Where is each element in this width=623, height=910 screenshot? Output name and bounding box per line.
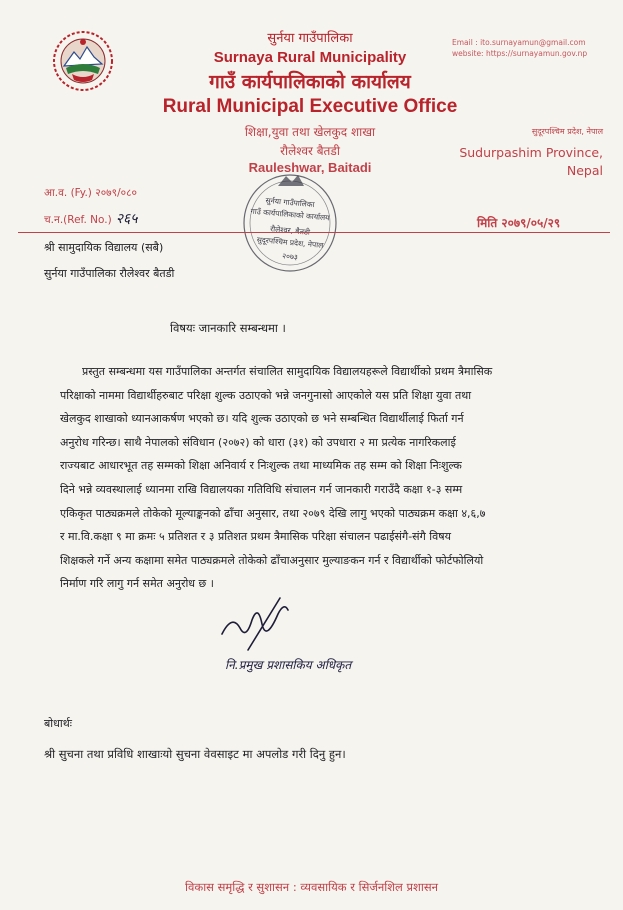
handwritten-signature [218,594,298,654]
header-np-branch: शिक्षा,युवा तथा खेलकुद शाखा [244,125,376,139]
province-en-line2: Nepal [566,163,603,178]
reference-number [44,209,138,228]
body-line: अनुरोध गरिन्छ। साथै नेपालको संविधान (२०७२) को धारा (३१) को उपधारा २ मा प्रत्येक नागरिकलाई [60,435,456,449]
reference-value: २६५ [115,211,138,227]
contact-email: Email : ito.surnayamun@gmail.com [452,38,586,47]
cc-label: बोधार्थः [44,717,72,730]
stamp-line-3: रौलेश्वर, बैतडी [269,224,311,237]
body-line: निर्माण गरि लागु गर्न समेत अनुरोध छ । [60,577,214,591]
header-np-office: गाउँ कार्यपालिकाको कार्यालय [209,71,411,93]
letter-subject: विषयः जानकारि सम्बन्धमा । [170,321,286,335]
fiscal-year: आ.व. (Fy.) २०७९/०८० [44,187,137,199]
recipient-line-1: श्री सामुदायिक विद्यालय (सबै) [44,241,164,254]
recipient-line-2: सुर्नया गाउँपालिका रौलेश्वर बैतडी [44,267,175,280]
cc-text: श्री सुचना तथा प्रविधि शाखाःयो सुचना वेवसाइट मा अपलोड गरी दिनु हुन। [44,747,346,761]
header-en-office: Rural Municipal Executive Office [162,96,458,117]
body-line: प्रस्तुत सम्बन्धमा यस गाउँपालिका अन्तर्गत संचालित सामुदायिक विद्यालयहरूले विद्यार्थीको प्रथम त्रैमासिक [82,365,493,378]
header-np-place: रौलेश्वर बैतडी [280,144,340,158]
body-line: र मा.वि.कक्षा ९ मा क्रमः ५ प्रतिशत र ३ प्रतिशत प्रथम त्रैमासिक परिक्षा संचालन पढाईसंगै-संगै विषय [60,530,451,544]
header-en-municipality: Surnaya Rural Municipality [213,49,407,66]
stamp-line-5: २०७३ [281,251,299,262]
header-en-place: Rauleshwar, Baitadi [248,160,372,175]
stamp-line-4: सुदूरपश्चिम प्रदेश, नेपाल [256,235,324,250]
province-np: सुदूरपश्चिम प्रदेश, नेपाल [531,127,603,136]
body-line: राज्यबाट आधारभूत तह सम्मको शिक्षा अनिवार्य र निःशुल्क तथा माध्यमिक तह सम्म को शिक्षा निःशुल्क [60,459,462,473]
body-line: परिक्षाको नाममा विद्यार्थीहरुबाट परिक्षा शुल्क उठाएको भन्ने जनगुनासो आएकोले यस प्रति शिक्षा युवा तथा [60,388,472,402]
signatory-title: नि.प्रमुख प्रशासकिय अधिकृत [225,658,352,672]
province-en-line1: Sudurpashim Province, [459,145,603,160]
letter-body [60,360,580,596]
footer-slogan: विकास समृद्धि र सुशासन : व्यवसायिक र सिर्जनशिल प्रशासन [184,880,439,894]
header-divider [18,232,610,233]
body-line: खेलकुद शाखाको ध्यानआकर्षण भएको छ। यदि शुल्क उठाएको छ भने सम्बन्धित विद्यार्थीलाई फिर्ता गर्न [60,412,464,426]
header-np-municipality: सुर्नया गाउँपालिका [267,31,353,46]
stamp-line-2: गाउँ कार्यपालिकाको कार्यालय [250,206,330,223]
letter-date: मिति २०७९/०५/२९ [477,216,561,230]
reference-label: च.न.(Ref. No.) [44,214,112,226]
nepal-emblem-logo [52,30,114,92]
stamp-line-1: सुर्नया गाउँपालिका [265,195,315,210]
body-line: एकिकृत पाठ्यक्रमले तोकेको मूल्याङ्कनको ढाँचा अनुसार, तथा २०७९ देखि लागु भएको पाठ्यक्रम कक्षा ४,६,७ [60,506,486,520]
body-line: शिक्षकले गर्ने अन्य कक्षामा समेत पाठ्यक्रमले तोकेको ढाँचाअनुसार मुल्याङकन गर्न र विद्यार्थीको फोर्टफोलियो [60,553,484,567]
body-line: दिने भन्ने व्यवस्थालाई ध्यानमा राखि विद्यालयका गतिविधि संचालन गर्न जानकारी गराउँदै कक्षा १-३ सम्म [60,482,463,496]
contact-website: website: https://surnayamun.gov.np [452,49,588,58]
